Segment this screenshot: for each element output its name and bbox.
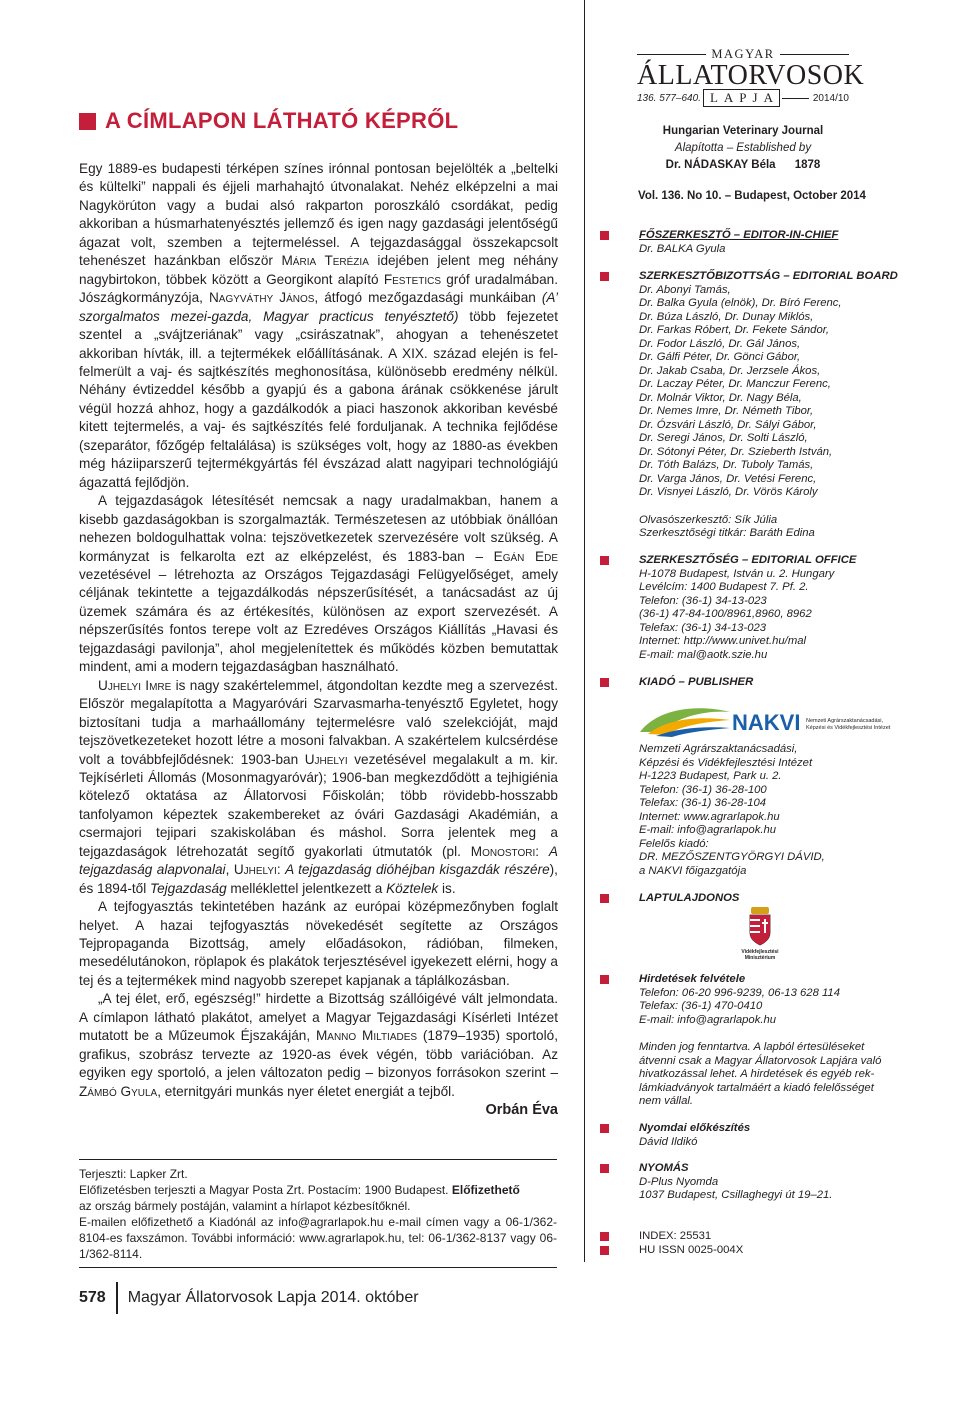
volume-line: Vol. 136. No 10. – Budapest, October 2014	[638, 190, 866, 202]
red-bullet-icon	[600, 1232, 609, 1241]
nakvi-subtitle: Nemzeti Agrárszaktanácsadási,	[806, 718, 884, 724]
masthead-magyar: MAGYAR	[711, 47, 775, 61]
ads-block	[600, 973, 900, 1109]
board-member-line: Dr. Fodor László, Dr. Gál János,	[639, 337, 801, 350]
office-line: Telefon: (36-1) 34-13-023	[639, 594, 767, 607]
rights-note-line: Minden jog fenntartva. A lapból értesüléseket	[639, 1041, 865, 1053]
nakvi-logo	[638, 702, 891, 738]
crest-stripe	[750, 931, 760, 933]
rights-note-line: nem vállal.	[639, 1095, 693, 1107]
publisher-block	[600, 676, 900, 690]
office-line: H-1078 Budapest, István u. 2. Hungary	[639, 567, 835, 580]
masthead-issue: 2014/10	[812, 92, 849, 104]
print-line: 1037 Budapest, Csillaghegyi út 19–21.	[639, 1189, 833, 1201]
board-member-line: Dr. Balka Gyula (elnök), Dr. Bíró Ferenc,	[639, 297, 842, 309]
masthead-title: ÁLLATORVOSOK	[637, 60, 865, 91]
crest-crown	[751, 907, 769, 914]
office-line: (36-1) 47-84-100/8961,8960, 8962	[639, 608, 812, 620]
nakvi-subtitle: Képzési és Vidékfejlesztési Intézet	[806, 725, 891, 731]
publisher-title: KIADÓ – PUBLISHER	[639, 676, 754, 688]
red-bullet-icon	[600, 1164, 609, 1173]
editor-title: FŐSZERKESZTŐ – EDITOR-IN-CHIEF	[639, 229, 839, 241]
journal-info	[637, 123, 849, 174]
journal-english-title: Hungarian Veterinary Journal	[662, 125, 824, 137]
prepress-name: Dávid Ildikó	[639, 1135, 698, 1148]
red-bullet-icon	[600, 556, 609, 565]
issn-number: HU ISSN 0025-004X	[639, 1244, 744, 1256]
publisher-line: Felelős kiadó:	[639, 837, 709, 850]
board-member-line: Dr. Nemes Imre, Dr. Németh Tibor,	[639, 405, 814, 417]
subscription-line: az ország bármely postáján, valamint a hírlapot kézbesítőknél.	[79, 1199, 411, 1213]
journal-masthead	[637, 47, 865, 107]
crest-cross	[764, 919, 766, 933]
board-member-line: Dr. Gálfi Péter, Dr. Gönci Gábor,	[639, 351, 801, 363]
crest-label: Minisztérium	[744, 955, 776, 961]
publisher-line: E-mail: info@agrarlapok.hu	[639, 824, 777, 836]
office-line: Levélcím: 1400 Budapest 7. Pf. 2.	[639, 581, 809, 593]
print-title: NYOMÁS	[639, 1162, 689, 1174]
board-title: SZERKESZTŐBIZOTTSÁG – EDITORIAL BOARD	[639, 270, 898, 282]
publisher-line: H-1223 Budapest, Park u. 2.	[639, 770, 782, 782]
section-heading	[79, 108, 458, 134]
crest-cross	[762, 922, 768, 924]
red-bullet-icon	[600, 975, 609, 984]
red-bullet-icon	[600, 1124, 609, 1133]
section-heading-text: A CÍMLAPON LÁTHATÓ KÉPRŐL	[105, 108, 459, 133]
ads-title: Hirdetések felvétele	[639, 973, 746, 985]
publisher-line: Nemzeti Agrárszaktanácsadási,	[639, 743, 798, 755]
print-line: D-Plus Nyomda	[639, 1175, 719, 1188]
masthead-lapja: LAPJA	[703, 89, 780, 107]
office-line: Internet: http://www.univet.hu/mal	[639, 635, 807, 647]
masthead-rule	[780, 54, 849, 55]
board-member-line: Dr. Tóth Balázs, Dr. Tuboly Tamás,	[639, 459, 814, 471]
column-divider	[584, 0, 585, 1262]
subscription-info	[79, 1159, 557, 1268]
masthead-rule	[637, 54, 706, 55]
issn-block	[600, 1244, 900, 1258]
board-member-line: Dr. Seregi János, Dr. Solti László,	[639, 432, 808, 444]
index-number: INDEX: 25531	[639, 1230, 712, 1242]
office-title: SZERKESZTŐSÉG – EDITORIAL OFFICE	[639, 554, 857, 566]
article-paragraph: A tejfogyasztás tekintetében hazánk az európai középmezőnyben foglalt helyet. A hazai tejfogyasztás növekedését segítette az Országos Tejpropaganda Bizottság, amely előadásokon, rádióban, filmeken, mesedélutánokon, röplapok és plakátok terjesztésével igyekezett elérni, hogy a tej és a tejtermékek mind nagyobb szerepet kapjanak a táplálkozásban.	[79, 899, 558, 988]
publisher-line: DR. MEZŐSZENTGYÖRGYI DÁVID,	[639, 851, 825, 863]
secretary: Szerkesztőségi titkár: Baráth Edina	[639, 527, 815, 539]
index-block	[600, 1230, 900, 1244]
crest-stripe	[750, 919, 760, 921]
board-member-line: Dr. Varga János, Dr. Vetési Ferenc,	[639, 472, 817, 485]
ads-line: Telefax: (36-1) 470-0410	[639, 1000, 763, 1012]
editor-name: Dr. BALKA Gyula	[639, 242, 726, 255]
article-paragraph: „A tej élet, erő, egészség!” hirdette a Bizottság szállóigévé vált jelmondata. A címlapon látható plakátot, amelyet a Magyar Tejgazdasági Kísérleti Intézet mutatott be a Műzeumok Éjszakáján, Manno Miltiades (1879–1935) sportoló, grafikus, szobrász tervezte az 1920-as évek végén, több variációban. Az egyiken egy sportoló, a jelen változaton pedig – bizonyos forrásokon szerint – Zámbó Gyula, eternitgyári munkás nyer életet energiát a tejből.	[79, 991, 558, 1099]
rights-note-line: hivatkozással lehet. A hirdetések és egyéb rek-	[639, 1068, 875, 1080]
prepress-title: Nyomdai előkészítés	[639, 1122, 751, 1134]
board-member-line: Dr. Jakab Csaba, Dr. Jerzsele Ákos,	[639, 364, 821, 377]
red-bullet-icon	[600, 894, 609, 903]
article-paragraph: A tejgazdaságok létesítését nemcsak a nagy uradalmakban, hanem a kisebb gazdaságokban is szorgalmazták. Természetesen az utóbbiak önállóan nehezen boldogulhattak volna: tejszövetkezetek szervezésére volt szükség. A kormányzat is felkarolta ezt az elképzelést, és 1883-ban – Egán Ede vezetésével – létrehozta az Országos Tejgazdasági Felügyelőséget, amely céljának tekintette a tejgazdálkodás népszerűsítését, a tanácsadást az új üzemek számára és az értékesítés, különösen az export szervezését. A népszerűsítés fontos terepe volt az Ezredéves Országos Kiállítás „Havasi és tejgazdasági pavilonja”, ahol megjelenítettek és működés közben bemutattak mindent, ami a modern tejgazdaságban használható.	[79, 493, 558, 675]
red-square-icon	[79, 113, 96, 130]
ads-line: E-mail: info@agrarlapok.hu	[639, 1013, 777, 1026]
masthead-ref: 136. 577–640.	[637, 92, 701, 104]
masthead-rule	[782, 98, 809, 99]
editor-block	[600, 229, 900, 256]
rights-note-line: átvenni csak a Magyar Állatorvosok Lapjára való	[639, 1054, 882, 1067]
board-member-line: Dr. Ózsvári László, Dr. Sályi Gábor,	[639, 418, 817, 431]
publisher-line: Internet: www.agrarlapok.hu	[639, 810, 780, 823]
article-body	[79, 160, 558, 1120]
board-member-line: Dr. Farkas Róbert, Dr. Fekete Sándor,	[639, 324, 830, 336]
ministry-crest-icon	[740, 903, 780, 961]
red-bullet-icon	[600, 1246, 609, 1255]
red-bullet-icon	[600, 678, 609, 687]
article-paragraph: Egy 1889-es budapesti térképen színes irónnal pontosan bejelölték a „beltelki és kültelki” nappali és éjjeli marhahajtó útvonalakat. Nehéz elképzelni a mai Nagykörúton vagy a budai alsó rakparton poroszkáló csordákat, pedig akkoriban a húsmarhatenyésztés jellemző és igen nagy gazdasági jelentőségű ágazat volt, szemben a tejtermeléssel. A tejgazdasággal összekapcsolt tehenészet hazánkban először Mária Terézia idejében jelent meg néhány nagybirtokon, többek között a Georgikont alapító Festetics gróf uradalmában. Jószágkormányzója, Nagyváthy János, átfogó mezőgazdasági munkáiban (A’ szorgalmatos mezei-gazda, Magyar practicus tenyésztető) több fejezetet szentel a „svájtzeriának” vagy „csirászatnak”, ahogyan a tehenészetet akkoriban hívták, ill. a tejtermékek előállításának. A XIX. század elején is fel-felmerült a vaj- és sajtkészítés meghonosítása, különösebb eredmény nélkül. Néhány évtizeddel később a gyapjú és a gabona árának csökkenése járult végül hozzá ahhoz, hogy a gazdálkodók a piaci haszonok akkoriban kevésbé kitett tejtermelés, a vaj- és sajtkészítés felé forduljanak. A technika fejlődése (szeparátor, főzőgép feltalálása) is szükséges volt, hogy az 1880-as években még háziiparszerű tejtermékgyártás fél évszázad alatt nagyipari technológiájú ágazattá fejlődjön.	[79, 161, 559, 490]
red-bullet-icon	[600, 231, 609, 240]
board-member-line: Dr. Visnyei László, Dr. Vörös Károly	[639, 486, 818, 498]
office-block	[600, 554, 900, 662]
publisher-line: Képzési és Vidékfejlesztési Intézet	[639, 756, 813, 769]
publisher-line: Telefon: (36-1) 36-28-100	[639, 783, 767, 796]
distributor-line: Terjeszti: Lapker Zrt.	[79, 1167, 188, 1181]
board-member-line: Dr. Búza László, Dr. Dunay Miklós,	[639, 310, 814, 323]
ads-line: Telefon: 06-20 996-9239, 06-13 628 114	[639, 986, 840, 999]
page-footer	[79, 1282, 419, 1314]
article-paragraph: Ujhelyi Imre is nagy szakértelemmel, átgondoltan kezdte meg a szervezést. Először megalapította a Magyaróvári Szarvasmarha-tenyésztő Egyletet, hogy biztosítani tudja a marhaállomány tejtermelésre való szelekcióját, majd tejszövetkezeteket hozott létre a mosoni falvakban. A szakértelem kulcsérdése volt a továbbfejlődésnek: 1903-ban Ujhelyi vezetésével megalakult a m. kir. Tejkísérleti Állomás (Mosonmagyaróvár); 1906-ban megkezdődött a tejhigiénia kötelező oktatása az Állatorvosi Főiskolán; több rövidebb-hosszabb tanfolyamon képeztek szakembereket az óvári Gazdasági Akadémián, a csermajori tejipari szakiskolában és máshol. Sorra jelentek meg a tejgazdaságok létrehozatát segítő gyakorlati útmutatók (pl. Monostori: A tejgazdaság alapvonalai, Ujhelyi: A tejgazdaság dióhéjban kisgazdák részére), és 1894-től Tejgazdaság melléklettel jelentkezett a Köztelek is.	[79, 677, 558, 896]
rights-note-line: lámkiadványok tartalmáért a kiadó felelősséget	[639, 1081, 874, 1094]
publisher-details	[600, 743, 900, 878]
subscription-line: Előfizetésben terjeszti a Magyar Posta Zrt. Postacím: 1900 Budapest. Előfizethető	[79, 1183, 520, 1197]
author-signature: Orbán Éva	[485, 1102, 558, 1119]
publisher-line: Telefax: (36-1) 36-28-104	[639, 797, 767, 809]
owner-title: LAPTULAJDONOS	[639, 892, 740, 904]
board-member-line: Dr. Molnár Viktor, Dr. Nagy Béla,	[639, 391, 802, 404]
board-member-line: Dr. Sótonyi Péter, Dr. Szieberth István,	[639, 445, 833, 458]
subscription-line: E-mailen előfizethető a Kiadónál az info@agrarlapok.hu e-mail címen vagy a 06-1/362-8104-es faxszámon. További információ: www.agrarlapok.hu, tel: 06-1/362-8137 vagy 06-1/362-8114.	[79, 1215, 557, 1261]
reader-editor: Olvasószerkesztő: Sík Júlia	[639, 513, 778, 526]
red-bullet-icon	[600, 272, 609, 281]
crest-label: Vidékfejlesztési	[741, 949, 779, 955]
publisher-line: a NAKVI főigazgatója	[639, 864, 747, 877]
journal-established: Alapította – Established by	[674, 142, 812, 154]
board-block	[600, 270, 900, 541]
page-number: 578	[79, 1289, 106, 1306]
board-member-line: Dr. Abonyi Tamás,	[639, 283, 731, 296]
footer-journal-title: Magyar Állatorvosok Lapja 2014. október	[127, 1289, 419, 1306]
print-block	[600, 1162, 900, 1203]
board-member-line: Dr. Laczay Péter, Dr. Manczur Ferenc,	[639, 378, 831, 390]
prepress-block	[600, 1122, 900, 1149]
footer-divider	[116, 1282, 118, 1314]
office-line: Telefax: (36-1) 34-13-023	[639, 621, 767, 634]
journal-founder: Dr. NÁDASKAY Béla 1878	[665, 159, 821, 171]
nakvi-wordmark: NAKVI	[732, 710, 801, 735]
crest-stripe	[750, 925, 760, 927]
office-line: E-mail: mal@aotk.szie.hu	[639, 648, 768, 661]
